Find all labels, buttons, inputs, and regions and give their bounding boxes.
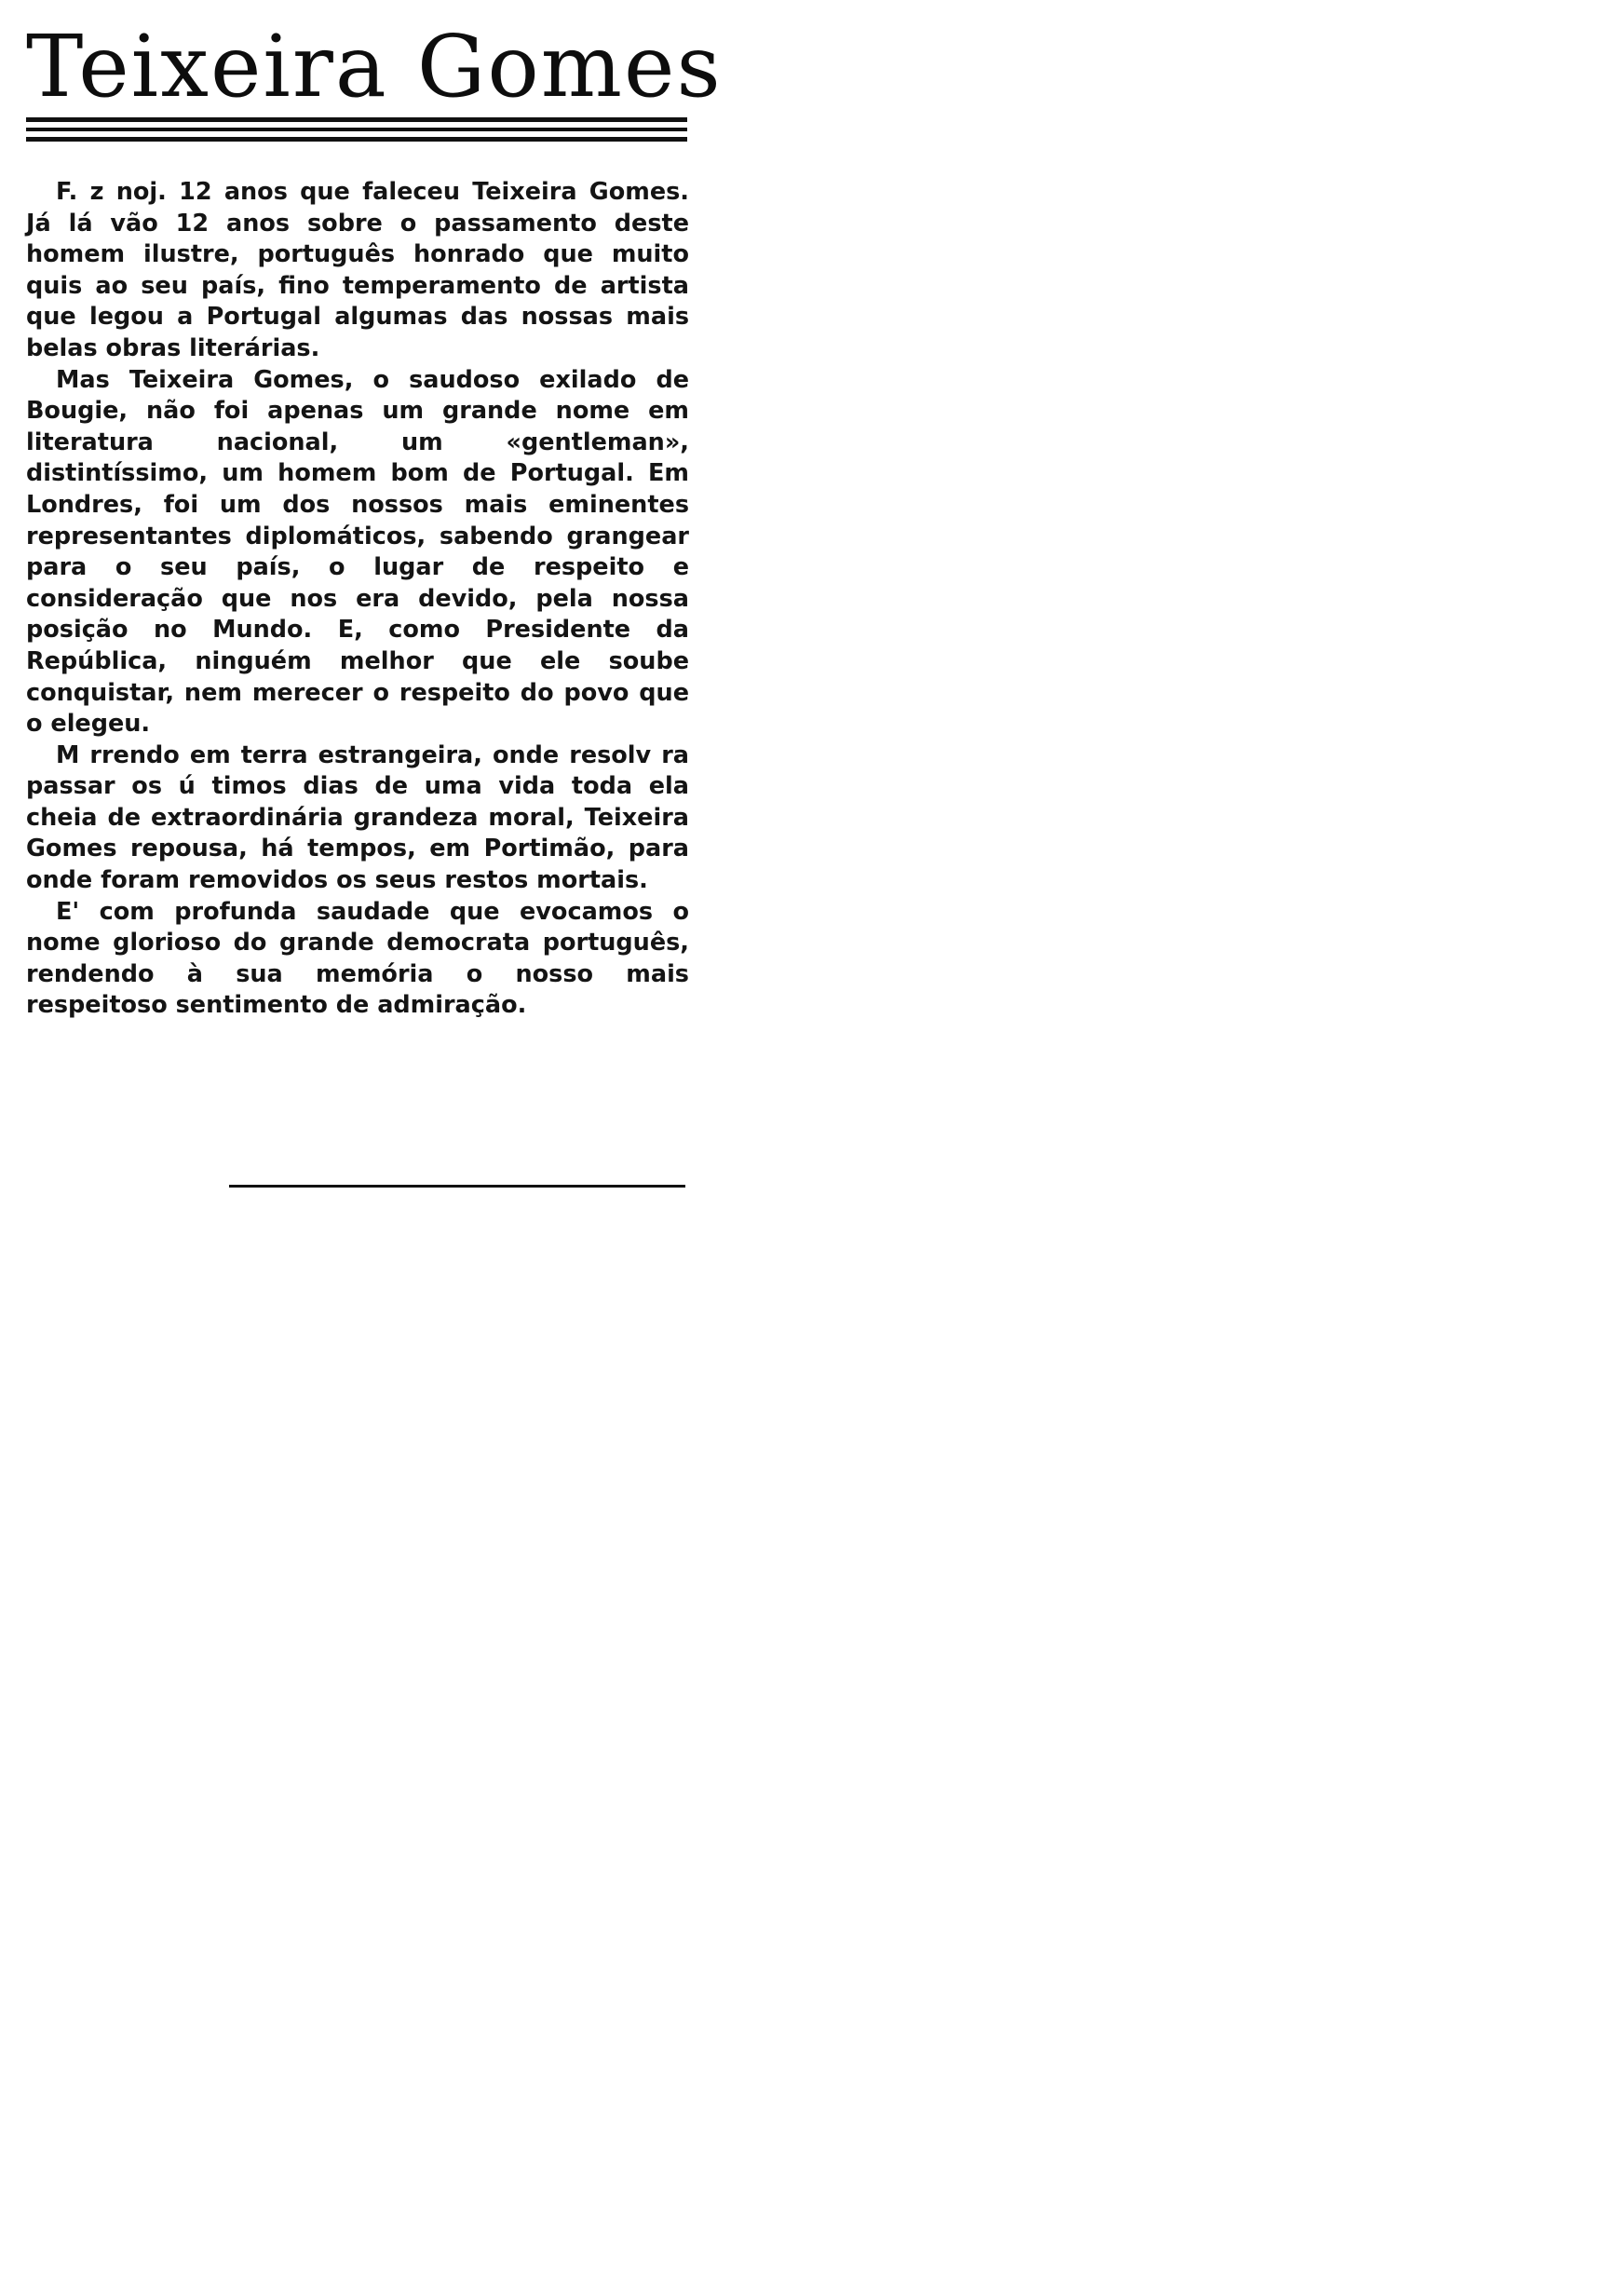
title-rule-bottom bbox=[26, 137, 687, 142]
article-body bbox=[26, 177, 689, 1022]
closing-rule bbox=[229, 1185, 685, 1188]
newspaper-clipping bbox=[26, 17, 723, 1022]
title-rule-middle bbox=[26, 128, 687, 131]
title-rule-top bbox=[26, 117, 687, 122]
paragraph-1: F. z noj. 12 anos que faleceu Teixeira Gomes. Já lá vão 12 anos sobre o passamento deste homem ilustre, português honrado que muito quis ao seu país, fino temperamento de artista que legou a Portugal algumas das nossas mais belas obras literárias. bbox=[26, 178, 689, 362]
paragraph-4: E' com profunda saudade que evocamos o nome glorioso do grande democrata português, rendendo à sua memória o nosso mais respeitoso sentimento de admiração. bbox=[26, 897, 689, 1020]
paragraph-2: Mas Teixeira Gomes, o saudoso exilado de Bougie, não foi apenas um grande nome em literatura nacional, um «gentleman», distintíssimo, um homem bom de Portugal. Em Londres, foi um dos nossos mais eminentes representantes diplomáticos, sabendo grangear para o seu país, o lugar de respeito e consideração que nos era devido, pela nossa posição no Mundo. E, como Presidente da República, ninguém melhor que ele soube conquistar, nem merecer o respeito do povo que o elegeu. bbox=[26, 365, 689, 739]
article-title: Teixeira Gomes bbox=[26, 17, 723, 116]
paragraph-3: M rrendo em terra estrangeira, onde resolv ra passar os ú timos dias de uma vida toda ela cheia de extraordinária grandeza moral, Teixeira Gomes repousa, há tempos, em Portimão, para onde foram removidos os seus restos mortais. bbox=[26, 740, 689, 895]
